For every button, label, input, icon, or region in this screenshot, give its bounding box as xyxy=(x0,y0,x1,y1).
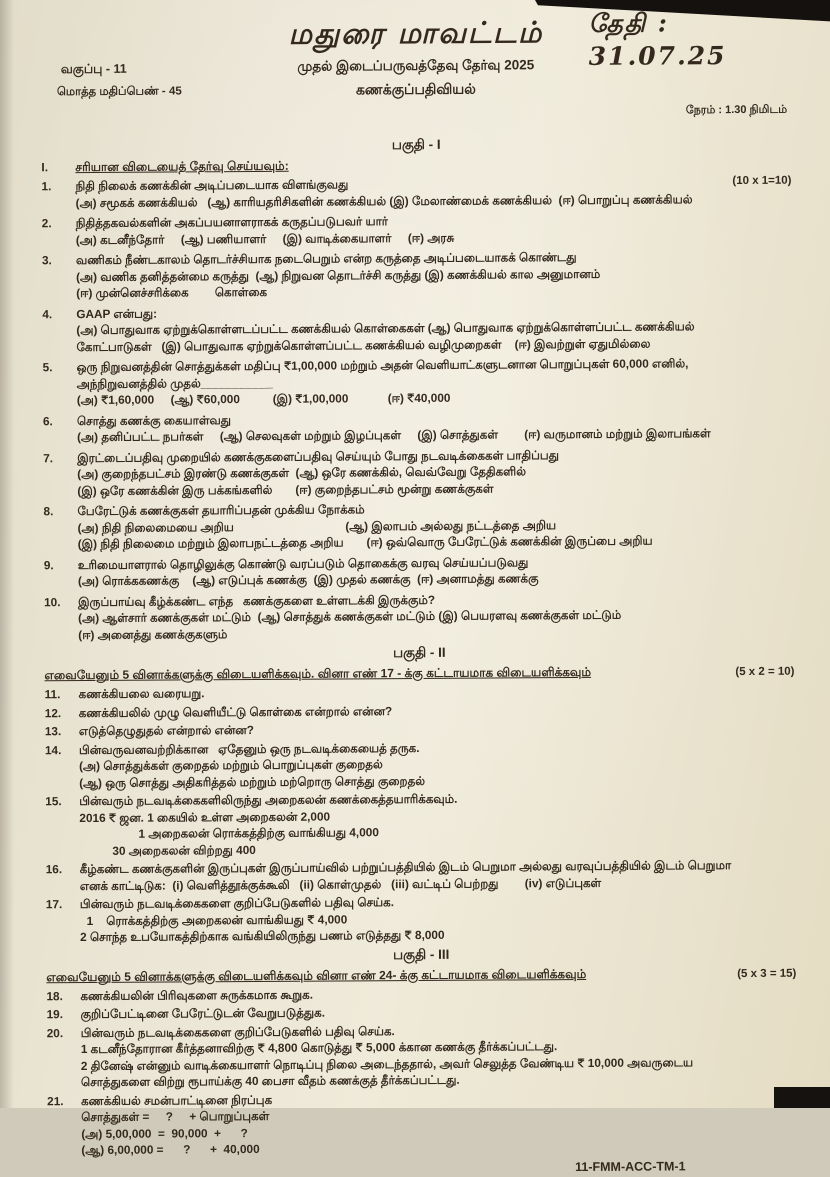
question-body xyxy=(79,719,795,740)
question-line: எடுத்தெழுதுதல் என்றால் என்ன? xyxy=(78,722,254,739)
total-marks-label: மொத்த மதிப்பெண் - 45 xyxy=(56,85,182,99)
question-body xyxy=(77,355,793,409)
question-line: (அ) சொத்துக்கள் குறைதல் மற்றும் பொறுப்புகள் குறைதல் xyxy=(79,757,383,774)
part-iii-title: பகுதி - III xyxy=(393,946,450,962)
question xyxy=(45,789,795,860)
paper-code: 11-FMM-ACC-TM-1 xyxy=(575,1158,686,1174)
question-line: 2016 ₹ ஜன. 1 கையில் உள்ள அறைகலன் 2,000 xyxy=(79,809,331,825)
question-body xyxy=(78,589,794,643)
question-line: (அ) ரொக்ககணக்கு (ஆ) எடுப்புக் கணக்கு (இ) முதல் கணக்கு (ஈ) அனாமத்து கணக்கு xyxy=(77,571,539,589)
question-body xyxy=(76,301,792,355)
question-body xyxy=(81,1020,797,1090)
part-iii-instruction: எவையேனும் 5 வினாக்களுக்கு விடையளிக்கவும் வினா எண் 24- க்கு கட்டாயமாக விடையளிக்கவும் xyxy=(46,966,587,984)
paper-header xyxy=(40,6,791,137)
question-number: 15. xyxy=(45,794,62,809)
question-line: (அ) வணிக தனித்தன்மை கருத்து (ஆ) நிறுவன தொடர்ச்சி கருத்து (இ) கணக்கியல் கால அனுமானம் xyxy=(76,266,601,284)
question-line: கணக்கியல் சமன்பாட்டினை நிரப்புக xyxy=(81,1092,273,1108)
part-i-questions xyxy=(41,174,794,644)
question xyxy=(43,355,793,409)
part-iii-marks: (5 x 3 = 15) xyxy=(737,967,797,980)
section-numeral: I. xyxy=(41,160,49,175)
question-body xyxy=(76,248,792,302)
question-line: கோட்பாடுகள் (இ) பொதுவாக ஏற்றுக்கொள்ளப்பட்ட கணக்கியல் வழிமுறைகள் (ஈ) இவற்றுள் ஏதுமில்லை xyxy=(76,336,651,354)
question-line: (அ) குறைந்தபட்சம் இரண்டு கணக்குகள் (ஆ) ஒரே கணக்கில், வெவ்வேறு தேதிகளில் xyxy=(77,464,527,482)
question xyxy=(47,1020,797,1091)
question xyxy=(46,857,796,895)
question xyxy=(46,892,796,946)
question-number: 8. xyxy=(43,504,54,519)
question-line: (இ) நிதி நிலைமை மற்றும் இலாபநட்டத்தை அறிய (ஈ) ஒவ்வொரு பேரேட்டுக் கணக்கின் இருப்பை அறிய xyxy=(77,533,653,552)
question-number: 3. xyxy=(41,253,52,268)
question xyxy=(42,248,792,302)
part-i-instruction: சரியான விடையைத் தேர்வு செய்யவும்: xyxy=(75,158,289,175)
part-iii-questions xyxy=(46,983,797,1159)
question xyxy=(42,211,792,249)
question xyxy=(47,1002,797,1023)
part-ii-marks: (5 x 2 = 10) xyxy=(735,665,795,679)
question xyxy=(43,499,793,553)
question-number: 4. xyxy=(42,306,53,321)
question xyxy=(41,174,791,212)
question-line: (அ) 5,00,000 = 90,000 + ? xyxy=(81,1125,248,1141)
question-line: 2 தினேஷ் என்னும் வாடிக்கையாளர் நொடிப்பு நிலை அடைந்ததால், அவர் செலுத்த வேண்டிய ₹ 10,000 அவருடைய xyxy=(80,1054,694,1073)
handwritten-date: தேதி : 31.07.25 xyxy=(588,8,727,71)
question-body xyxy=(78,552,794,589)
question-number: 13. xyxy=(44,724,62,739)
question-line: கீழ்கண்ட கணக்குகளின் இருப்புகள் இருப்பாய்வில் பற்றுப்பத்தியில் இடம் பெறுமா அல்லது வரவுப்பத்தியில் இடம் பெறுமா xyxy=(79,858,732,877)
question-body xyxy=(77,445,793,499)
question-number: 19. xyxy=(46,1007,64,1022)
question-line: 30 அறைகலன் விற்றது 400 xyxy=(79,842,256,858)
part-ii-section xyxy=(44,643,796,946)
question-number: 1. xyxy=(41,179,52,194)
question-number: 11. xyxy=(44,687,61,702)
question-line: கணக்கியலின் பிரிவுகளை சுருக்கமாக கூறுக. xyxy=(80,987,314,1003)
question xyxy=(45,682,795,703)
question-body xyxy=(79,737,795,791)
question-body xyxy=(79,682,795,703)
handwritten-district-title: மதுரை மாவட்டம் xyxy=(288,15,544,51)
question-line: 1 ரொக்கத்திற்கு அறைகலன் வாங்கியது ₹ 4,000 xyxy=(79,911,348,928)
question xyxy=(44,552,794,590)
question-line: (அ) தனிப்பட்ட நபர்கள் (ஆ) செலவுகள் மற்றும் இழப்புகள் (இ) சொத்துகள் (ஈ) வருமானம் மற்றும் இலாபங்கள் xyxy=(77,426,711,445)
question-line: எனக் காட்டிடுக: (i) வெளித்தூக்குக்கூலி (ii) கொள்முதல் (iii) வட்டிப் பெற்றது (iv) எடுப்புகள் xyxy=(79,875,602,893)
question xyxy=(46,983,796,1004)
question-body xyxy=(77,408,793,445)
part-i-section xyxy=(41,135,794,644)
question xyxy=(44,589,794,643)
question-line: பின்வருவனவற்றிக்கான ஏதேனும் ஒரு நடவடிக்கையைத் தருக. xyxy=(78,740,420,757)
question-line: (அ) பொதுவாக ஏற்றுக்கொள்ளடப்பட்ட கணக்கியல் கொள்கைகள் (ஆ) பொதுவாக ஏற்றுக்கொள்ளப்பட்ட கணக்கியல் xyxy=(76,319,695,338)
question-line: கணக்கியலில் முழு வெளியீட்டு கொள்கை என்றால் என்ன? xyxy=(78,703,393,720)
question-line: (ஆ) ஒரு சொத்து அதிகரித்தல் மற்றும் மற்றொரு சொத்து குறைதல் xyxy=(79,773,426,790)
question xyxy=(43,445,793,499)
question-body xyxy=(79,789,795,859)
question-line: நிதித்தகவல்களின் அகப்பயனாளராகக் கருதப்படுபவர் யார் xyxy=(75,214,388,231)
question-body xyxy=(80,983,796,1004)
question-line: (ஈ) அனைத்து கணக்குகளும் xyxy=(78,626,228,642)
question-number: 10. xyxy=(44,594,61,609)
part-i-instruction-row xyxy=(41,156,791,177)
question-line: உரிமையாளரால் தொழிலுக்கு கொண்டு வரப்படும் தொகைக்கு வரவு செய்யப்படுவது xyxy=(77,554,529,572)
question-number: 7. xyxy=(43,450,54,465)
part-ii-questions xyxy=(45,682,797,946)
question-body xyxy=(76,211,792,248)
time-label: நேரம் : 1.30 நிமிடம் xyxy=(685,103,788,117)
question-line: ஒரு நிறுவனத்தின் சொத்துக்கள் மதிப்பு ₹1,00,000 மற்றும் அதன் வெளியாட்களுடனான பொறுப்புகள் 60,000 எனில், xyxy=(76,356,689,375)
question-line: (இ) ஒரே கணக்கின் இரு பக்கங்களில் (ஈ) குறைந்தபட்சம் மூன்று கணக்குகள் xyxy=(77,481,494,498)
part-ii-title: பகுதி - II xyxy=(393,644,446,661)
part-ii-instruction-row xyxy=(44,664,794,685)
question-body xyxy=(81,1088,797,1158)
question-number: 18. xyxy=(46,988,63,1003)
part-iii-instruction-row xyxy=(46,965,796,986)
question-number: 6. xyxy=(42,413,53,428)
question-line: 1 அறைகலன் ரொக்கத்திற்கு வாங்கியது 4,000 xyxy=(79,825,379,842)
exam-title: முதல் இடைப்பருவத்தேவு தேர்வு 2025 xyxy=(297,57,535,74)
question-number: 16. xyxy=(45,862,63,877)
question-line: இரட்டைப்பதிவு முறையில் கணக்குகளைப்பதிவு செய்யும் போது நடவடிக்கைகள் பாதிப்பது xyxy=(77,447,559,465)
question-body xyxy=(80,892,796,946)
question-number: 5. xyxy=(42,360,53,375)
part-iii-section xyxy=(46,944,797,1159)
question-line: (அ) ஆள்சார் கணக்குகள் மட்டும் (ஆ) சொத்துக் கணக்குகள் மட்டும் (இ) பெயரளவு கணக்குகள் மட்டும் xyxy=(78,607,622,626)
question-line: (அ) கடனீந்தோர் (ஆ) பணியாளர் (இ) வாடிக்கையாளர் (ஈ) அரசு xyxy=(75,230,455,247)
question-line: நிதி நிலைக் கணக்கின் அடிப்படையாக விளங்குவது xyxy=(75,177,349,194)
question-number: 9. xyxy=(43,557,54,572)
question-line: அந்நிறுவனத்தில் முதல்___________ xyxy=(76,375,273,391)
question-body xyxy=(75,174,791,211)
question-line: GAAP என்பது: xyxy=(76,306,158,321)
class-label: வகுப்பு - 11 xyxy=(60,61,127,77)
question-line: 1 கடனீந்தோரான கீர்த்தனாவிற்கு ₹ 4,800 கொடுத்து ₹ 5,000 க்கான கணக்கு தீர்க்கப்பட்டது. xyxy=(80,1039,558,1057)
question-number: 12. xyxy=(44,705,62,720)
page-content xyxy=(0,5,830,1177)
part-ii-instruction: எவையேனும் 5 வினாக்களுக்கு விடையளிக்கவும். வினா எண் 17 - க்கு கட்டாயமாக விடையளிக்கவும் xyxy=(44,664,592,683)
question-line: (ஈ) முன்னெச்சரிக்கை கொள்கை xyxy=(76,284,268,301)
part-i-title: பகுதி - I xyxy=(391,136,441,153)
part-i-marks: (10 x 1=10) xyxy=(732,174,792,188)
question-line: பின்வரும் நடவடிக்கைகளிலிருந்து அறைகலன் கணக்கைத்தயாரிக்கவும். xyxy=(79,791,458,809)
question-line: இருப்பாய்வு கீழ்க்கண்ட எந்த கணக்குகளை உள்ளடக்கி இருக்கும்? xyxy=(78,592,436,609)
question xyxy=(43,408,793,446)
question-line: பின்வரும் நடவடிக்கைகளை குறிப்பேடுகளில் பதிவு செய்க. xyxy=(79,895,395,912)
question-line: (அ) நிதி நிலைமையை அறிய (ஆ) இலாபம் அல்லது நட்டத்தை அறிய xyxy=(77,517,557,535)
question xyxy=(42,301,792,355)
question-line: சொத்துகள் = ? + பொறுப்புகள் xyxy=(81,1108,270,1125)
question-line: (அ) ₹1,60,000 (ஆ) ₹60,000 (இ) ₹1,00,000 (ஈ) ₹40,000 xyxy=(76,390,451,408)
question-line: சொத்து கணக்கு கையாள்வது xyxy=(76,412,232,428)
question-line: சொத்துகளை விற்று ரூபாய்க்கு 40 பைசா வீதம் கணக்குத் தீர்க்கப்பட்டது. xyxy=(80,1072,460,1090)
question xyxy=(45,700,795,721)
question-number: 21. xyxy=(47,1093,64,1108)
question xyxy=(45,719,795,740)
question-body xyxy=(77,499,793,553)
question-line: பேரேட்டுக் கணக்குகள் தயாரிப்பதன் முக்கிய நோக்கம் xyxy=(77,502,365,519)
question-line: வணிகம் நீண்டகாலம் தொடர்ச்சியாக நடைபெறும் என்ற கருத்தை அடிப்படையாகக் கொண்டது xyxy=(75,250,577,268)
question-line: (ஆ) 6,00,000 = ? + 40,000 xyxy=(81,1141,260,1158)
question-number: 14. xyxy=(44,742,62,757)
question-number: 17. xyxy=(45,897,63,912)
subject-title: கணக்குப்பதிவியல் xyxy=(355,80,476,98)
question xyxy=(47,1088,797,1159)
question-number: 20. xyxy=(46,1025,64,1040)
question-line: (அ) சமூகக் கணக்கியல் (ஆ) காரியதரிசிகளின் கணக்கியல் (இ) மேலாண்மைக் கணக்கியல் (ஈ) பொறுப்பு கணக்கியல் xyxy=(75,191,693,210)
question-line: கணக்கியலை வரையறு. xyxy=(78,686,205,702)
question-line: 2 சொந்த உபயோகத்திற்காக வங்கியிலிருந்து பணம் எடுத்தது ₹ 8,000 xyxy=(80,927,445,945)
question-body xyxy=(79,700,795,721)
question-number: 2. xyxy=(41,216,52,231)
question-line: பின்வரும் நடவடிக்கைகளை குறிப்பேடுகளில் பதிவு செய்க. xyxy=(80,1023,395,1040)
question-body xyxy=(80,857,796,894)
question xyxy=(45,737,795,791)
question-line: குறிப்பேட்டினை பேரேட்டுடன் வேறுபடுத்துக. xyxy=(80,1005,326,1022)
question-body xyxy=(81,1002,797,1023)
